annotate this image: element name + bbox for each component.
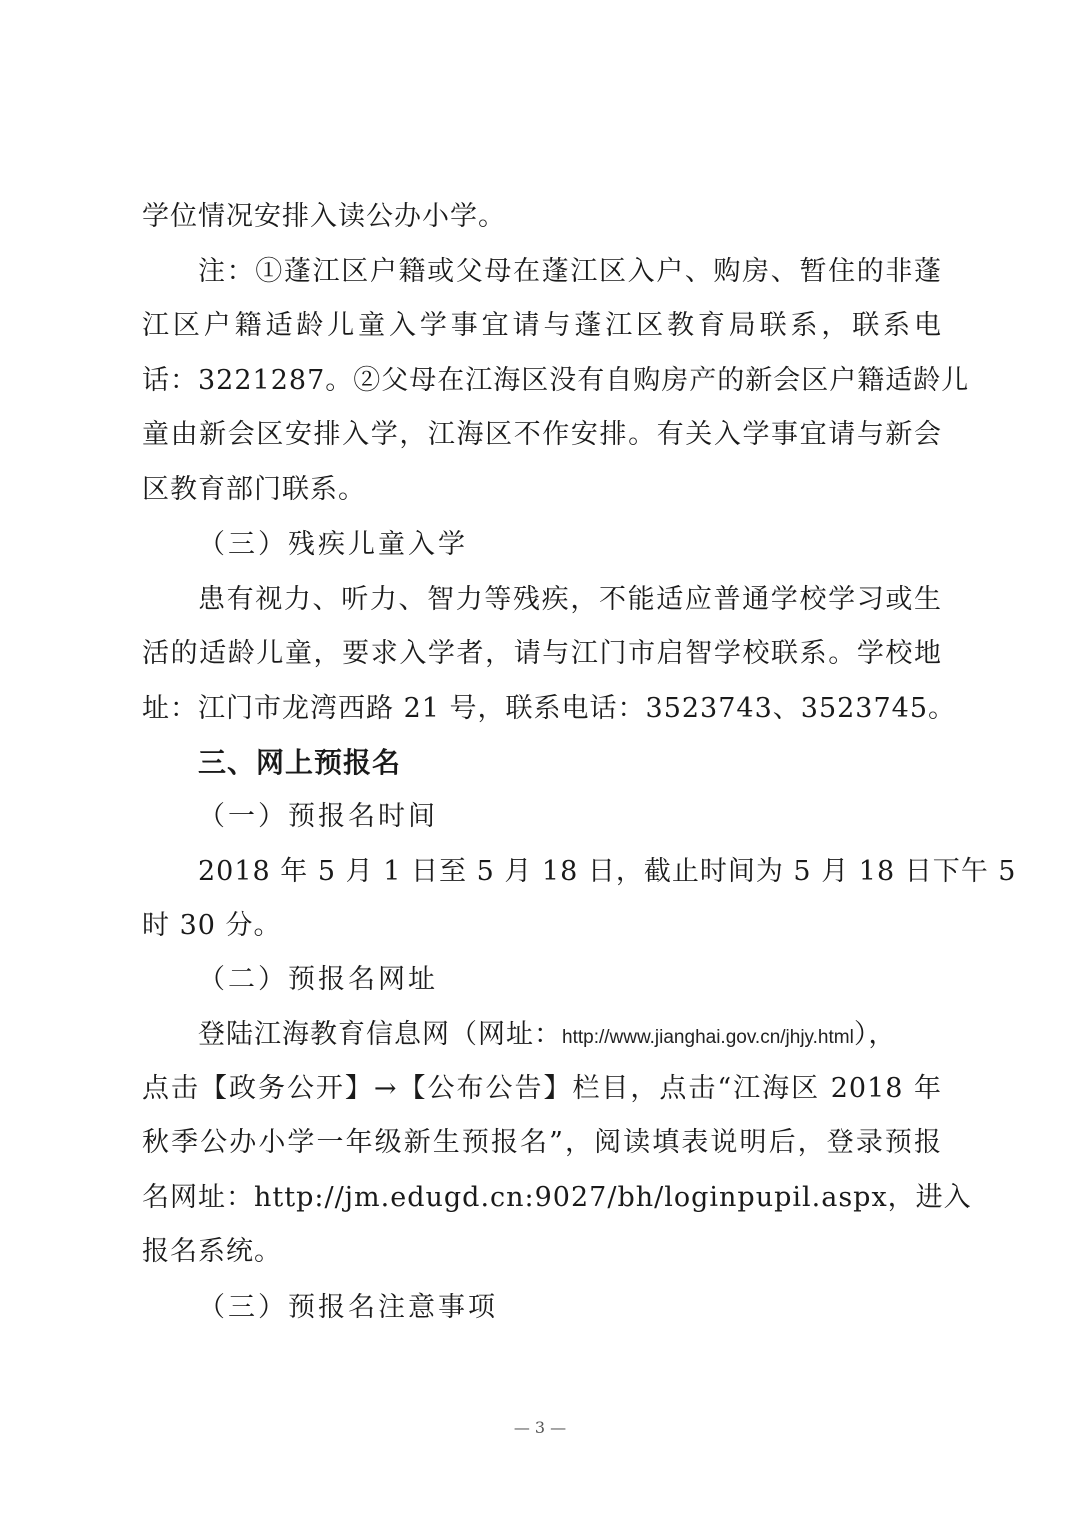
- paragraph-line: 学位情况安排入读公办小学。: [142, 201, 506, 232]
- page-number: — 3 —: [513, 1418, 567, 1437]
- paragraph-line: 活的适龄儿童，要求入学者，请与江门市启智学校联系。学校地: [142, 638, 942, 669]
- paragraph-line: 患有视力、听力、智力等残疾，不能适应普通学校学习或生: [198, 584, 942, 615]
- paragraph-line: 话：3221287。②父母在江海区没有自购房产的新会区户籍适龄儿: [142, 365, 970, 396]
- paragraph-line: 点击【政务公开】→【公布公告】栏目，点击“江海区 2018 年: [142, 1073, 942, 1104]
- subsection-heading: （二）预报名网址: [198, 964, 438, 995]
- website-link[interactable]: http://www.jianghai.gov.cn/jhjy.html: [562, 1027, 854, 1048]
- paragraph-line: 注：①蓬江区户籍或父母在蓬江区入户、购房、暂住的非蓬: [198, 256, 942, 287]
- paragraph-text: 登陆江海教育信息网（网址：: [198, 1019, 562, 1050]
- paragraph-line: 址：江门市龙湾西路 21 号，联系电话：3523743、3523745。: [142, 693, 957, 724]
- paragraph-line: 区教育部门联系。: [142, 474, 366, 505]
- subsection-heading: （一）预报名时间: [198, 801, 438, 832]
- paragraph-line: 江区户籍适龄儿童入学事宜请与蓬江区教育局联系，联系电: [142, 310, 942, 341]
- subsection-heading: （三）预报名注意事项: [198, 1292, 498, 1323]
- paragraph-line: 2018 年 5 月 1 日至 5 月 18 日，截止时间为 5 月 18 日下午 5: [198, 856, 1017, 887]
- paragraph-line: 报名系统。: [142, 1236, 282, 1267]
- paragraph-line: 时 30 分。: [142, 910, 282, 941]
- paragraph-line: 秋季公办小学一年级新生预报名”，阅读填表说明后，登录预报: [142, 1127, 942, 1158]
- section-heading: 三、网上预报名: [198, 746, 402, 779]
- paragraph-text: ），: [853, 1019, 897, 1050]
- paragraph-line: 童由新会区安排入学，江海区不作安排。有关入学事宜请与新会: [142, 419, 942, 450]
- paragraph-line: 名网址：http://jm.edugd.cn:9027/bh/loginpupil.aspx，进入: [142, 1182, 972, 1213]
- paragraph-line: [198, 1017, 942, 1056]
- subsection-heading: （三）残疾儿童入学: [198, 529, 468, 560]
